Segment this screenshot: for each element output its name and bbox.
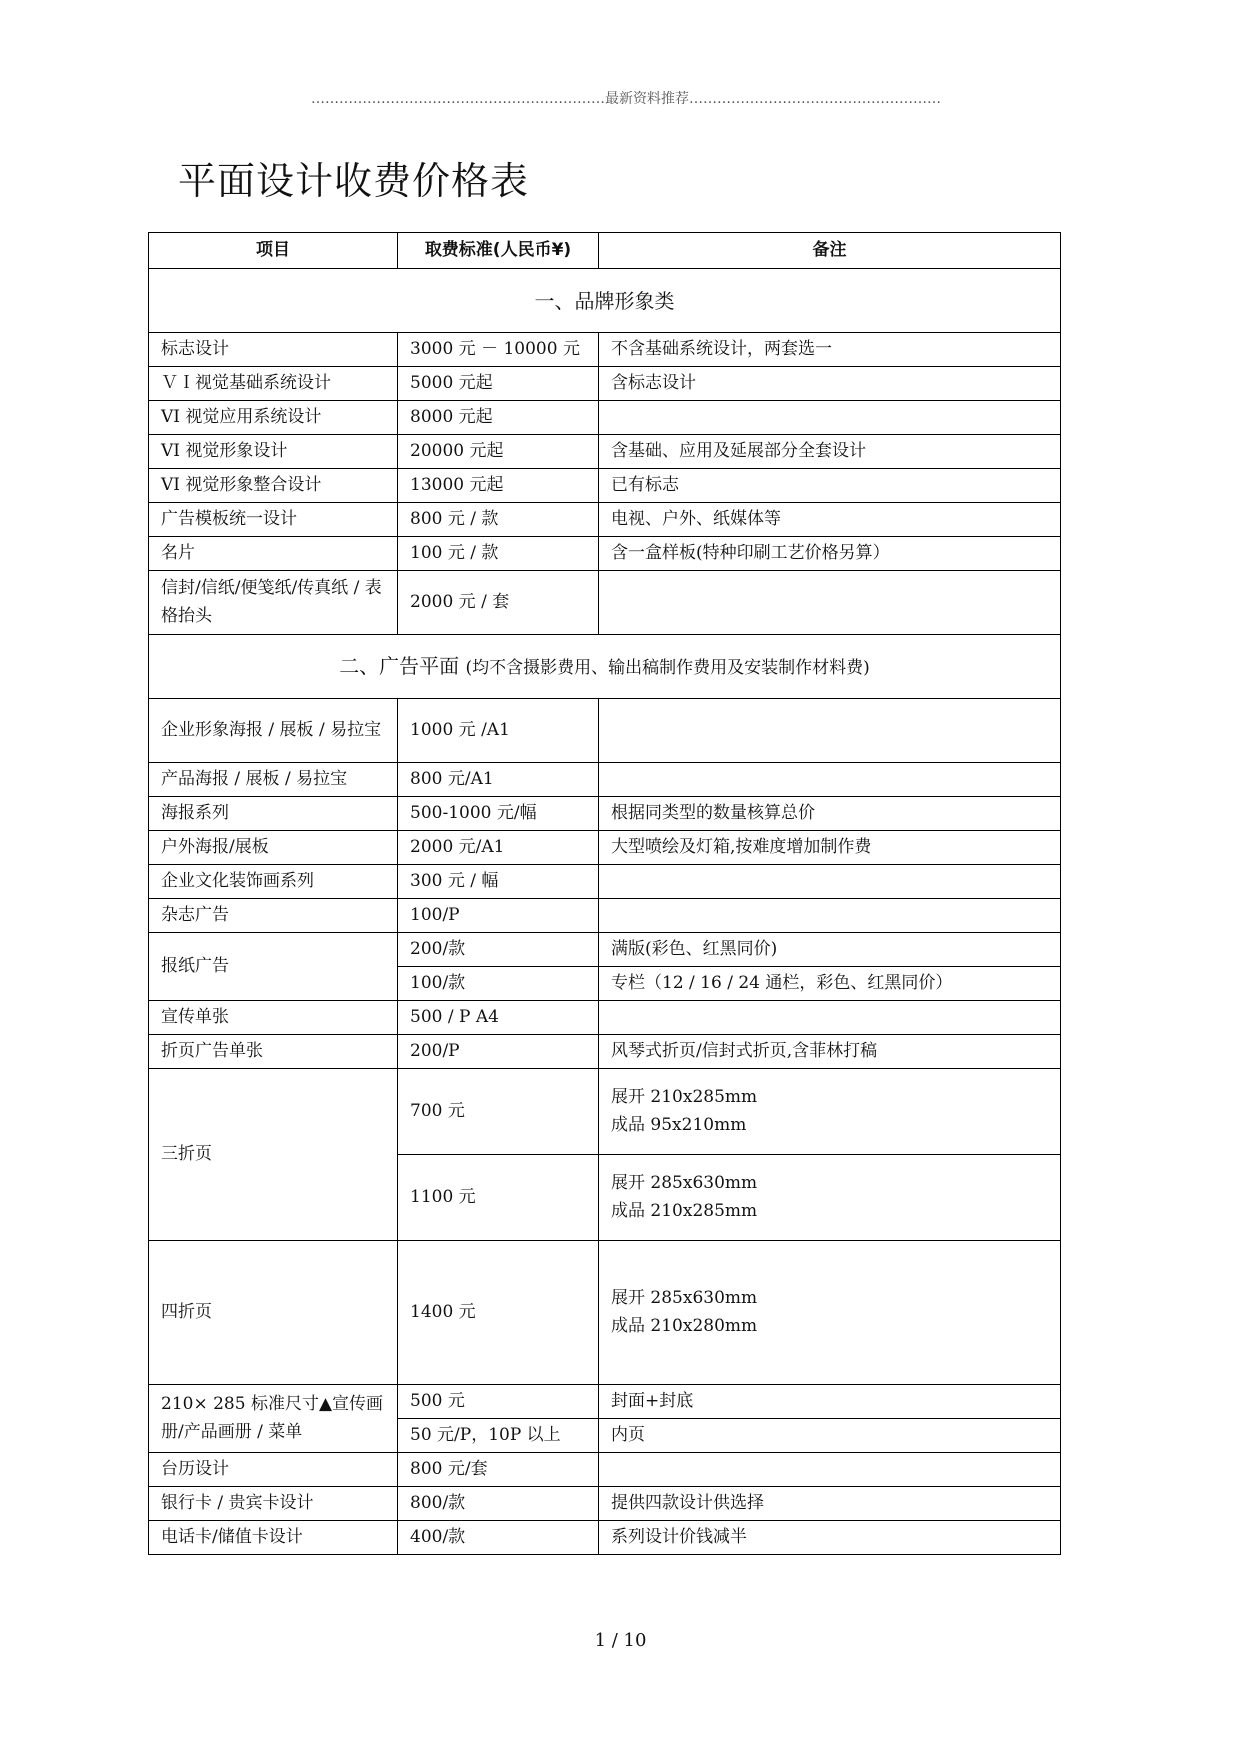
table-row bbox=[149, 831, 1061, 865]
note-cell bbox=[599, 865, 1061, 899]
note-cell: 专栏（12 / 16 / 24 通栏，彩色、红黑同价） bbox=[599, 967, 1061, 1001]
table-row bbox=[149, 435, 1061, 469]
table-row bbox=[149, 899, 1061, 933]
note-cell: 不含基础系统设计，两套选一 bbox=[599, 333, 1061, 367]
item-cell: 银行卡 / 贵宾卡设计 bbox=[149, 1487, 398, 1521]
item-cell: 户外海报/展板 bbox=[149, 831, 398, 865]
header-item: 项目 bbox=[149, 233, 398, 269]
price-cell: 100/款 bbox=[398, 967, 599, 1001]
item-cell: 折页广告单张 bbox=[149, 1035, 398, 1069]
header-price: 取费标准(人民币¥) bbox=[398, 233, 599, 269]
section-title: 一、品牌形象类 bbox=[149, 269, 1061, 333]
note-cell: 提供四款设计供选择 bbox=[599, 1487, 1061, 1521]
item-cell: VI 视觉形象整合设计 bbox=[149, 469, 398, 503]
note-line: 成品 210x285mm bbox=[611, 1200, 758, 1221]
item-cell: 台历设计 bbox=[149, 1453, 398, 1487]
table-row bbox=[149, 865, 1061, 899]
table-row bbox=[149, 1001, 1061, 1035]
table-row bbox=[149, 1521, 1061, 1555]
price-table bbox=[148, 232, 1061, 1555]
note-line: 展开 210x285mm bbox=[611, 1087, 758, 1108]
price-cell: 100/P bbox=[398, 899, 599, 933]
item-cell: 杂志广告 bbox=[149, 899, 398, 933]
item-cell: 名片 bbox=[149, 537, 398, 571]
item-cell: 四折页 bbox=[149, 1241, 398, 1385]
price-cell: 100 元 / 款 bbox=[398, 537, 599, 571]
table-row bbox=[149, 503, 1061, 537]
note-cell: 含标志设计 bbox=[599, 367, 1061, 401]
price-cell: 1400 元 bbox=[398, 1241, 599, 1385]
price-cell: 13000 元起 bbox=[398, 469, 599, 503]
table-row bbox=[149, 571, 1061, 635]
price-cell: 200/款 bbox=[398, 933, 599, 967]
price-cell: 2000 元/A1 bbox=[398, 831, 599, 865]
price-cell: 400/款 bbox=[398, 1521, 599, 1555]
note-line: 成品 210x280mm bbox=[611, 1315, 758, 1336]
price-cell: 300 元 / 幅 bbox=[398, 865, 599, 899]
note-line: 展开 285x630mm bbox=[611, 1288, 758, 1309]
item-cell: 电话卡/储值卡设计 bbox=[149, 1521, 398, 1555]
table-row bbox=[149, 367, 1061, 401]
price-cell: 500 / P A4 bbox=[398, 1001, 599, 1035]
note-cell bbox=[599, 1069, 1061, 1155]
note-cell bbox=[599, 401, 1061, 435]
section-row bbox=[149, 635, 1061, 699]
table-row bbox=[149, 1035, 1061, 1069]
note-cell bbox=[599, 699, 1061, 763]
item-cell: 标志设计 bbox=[149, 333, 398, 367]
price-cell: 800 元 / 款 bbox=[398, 503, 599, 537]
table-row bbox=[149, 1385, 1061, 1419]
price-cell: 20000 元起 bbox=[398, 435, 599, 469]
table-row bbox=[149, 1069, 1061, 1155]
section-title: 二、广告平面 bbox=[339, 654, 460, 679]
item-cell: VI 视觉应用系统设计 bbox=[149, 401, 398, 435]
note-cell bbox=[599, 1155, 1061, 1241]
price-cell: 500-1000 元/幅 bbox=[398, 797, 599, 831]
section-note: (均不含摄影费用、输出稿制作费用及安装制作材料费) bbox=[465, 658, 870, 679]
note-cell: 内页 bbox=[599, 1419, 1061, 1453]
header-note: 备注 bbox=[599, 233, 1061, 269]
note-cell: 含一盒样板(特种印刷工艺价格另算） bbox=[599, 537, 1061, 571]
item-cell: 企业形象海报 / 展板 / 易拉宝 bbox=[149, 699, 398, 763]
note-cell: 满版(彩色、红黑同价) bbox=[599, 933, 1061, 967]
table-row bbox=[149, 1453, 1061, 1487]
item-cell: 宣传单张 bbox=[149, 1001, 398, 1035]
table-row bbox=[149, 401, 1061, 435]
price-cell: 8000 元起 bbox=[398, 401, 599, 435]
table-row bbox=[149, 763, 1061, 797]
price-cell: 800/款 bbox=[398, 1487, 599, 1521]
price-cell: 200/P bbox=[398, 1035, 599, 1069]
price-cell: 50 元/P，10P 以上 bbox=[398, 1419, 599, 1453]
item-cell: 信封/信纸/便笺纸/传真纸 / 表格抬头 bbox=[149, 571, 398, 635]
item-cell: 210× 285 标准尺寸▲宣传画册/产品画册 / 菜单 bbox=[149, 1385, 398, 1453]
section-title-cell bbox=[149, 635, 1061, 699]
table-row bbox=[149, 469, 1061, 503]
table-row bbox=[149, 699, 1061, 763]
note-cell bbox=[599, 1453, 1061, 1487]
item-cell: ＶＩ视觉基础系统设计 bbox=[149, 367, 398, 401]
price-cell: 3000 元 － 10000 元 bbox=[398, 333, 599, 367]
item-cell: 产品海报 / 展板 / 易拉宝 bbox=[149, 763, 398, 797]
note-cell bbox=[599, 899, 1061, 933]
section-row bbox=[149, 269, 1061, 333]
note-cell: 电视、户外、纸媒体等 bbox=[599, 503, 1061, 537]
price-cell: 500 元 bbox=[398, 1385, 599, 1419]
note-line: 展开 285x630mm bbox=[611, 1173, 758, 1194]
note-cell: 大型喷绘及灯箱,按难度增加制作费 bbox=[599, 831, 1061, 865]
note-cell: 已有标志 bbox=[599, 469, 1061, 503]
note-cell: 系列设计价钱减半 bbox=[599, 1521, 1061, 1555]
note-cell bbox=[599, 1241, 1061, 1385]
item-cell: 三折页 bbox=[149, 1069, 398, 1241]
item-cell: 企业文化装饰画系列 bbox=[149, 865, 398, 899]
page-header: ………………………………………………………最新资料推荐……………………………………………… bbox=[311, 91, 941, 107]
page-title: 平面设计收费价格表 bbox=[178, 159, 530, 203]
table-row bbox=[149, 797, 1061, 831]
item-cell: 海报系列 bbox=[149, 797, 398, 831]
note-cell bbox=[599, 763, 1061, 797]
table-row bbox=[149, 1241, 1061, 1385]
price-cell: 800 元/A1 bbox=[398, 763, 599, 797]
price-cell: 800 元/套 bbox=[398, 1453, 599, 1487]
item-cell: VI 视觉形象设计 bbox=[149, 435, 398, 469]
note-cell bbox=[599, 571, 1061, 635]
note-cell: 根据同类型的数量核算总价 bbox=[599, 797, 1061, 831]
table-row bbox=[149, 333, 1061, 367]
note-cell: 含基础、应用及延展部分全套设计 bbox=[599, 435, 1061, 469]
price-cell: 1100 元 bbox=[398, 1155, 599, 1241]
table-row bbox=[149, 1487, 1061, 1521]
price-cell: 2000 元 / 套 bbox=[398, 571, 599, 635]
item-cell: 广告模板统一设计 bbox=[149, 503, 398, 537]
item-cell: 报纸广告 bbox=[149, 933, 398, 1001]
table-header-row bbox=[149, 233, 1061, 269]
price-cell: 5000 元起 bbox=[398, 367, 599, 401]
page-number: 1 / 10 bbox=[594, 1630, 647, 1651]
table-row bbox=[149, 537, 1061, 571]
table-row bbox=[149, 933, 1061, 967]
note-cell: 封面+封底 bbox=[599, 1385, 1061, 1419]
note-cell bbox=[599, 1001, 1061, 1035]
note-line: 成品 95x210mm bbox=[611, 1114, 747, 1135]
price-cell: 1000 元 /A1 bbox=[398, 699, 599, 763]
note-cell: 风琴式折页/信封式折页,含菲林打稿 bbox=[599, 1035, 1061, 1069]
price-cell: 700 元 bbox=[398, 1069, 599, 1155]
